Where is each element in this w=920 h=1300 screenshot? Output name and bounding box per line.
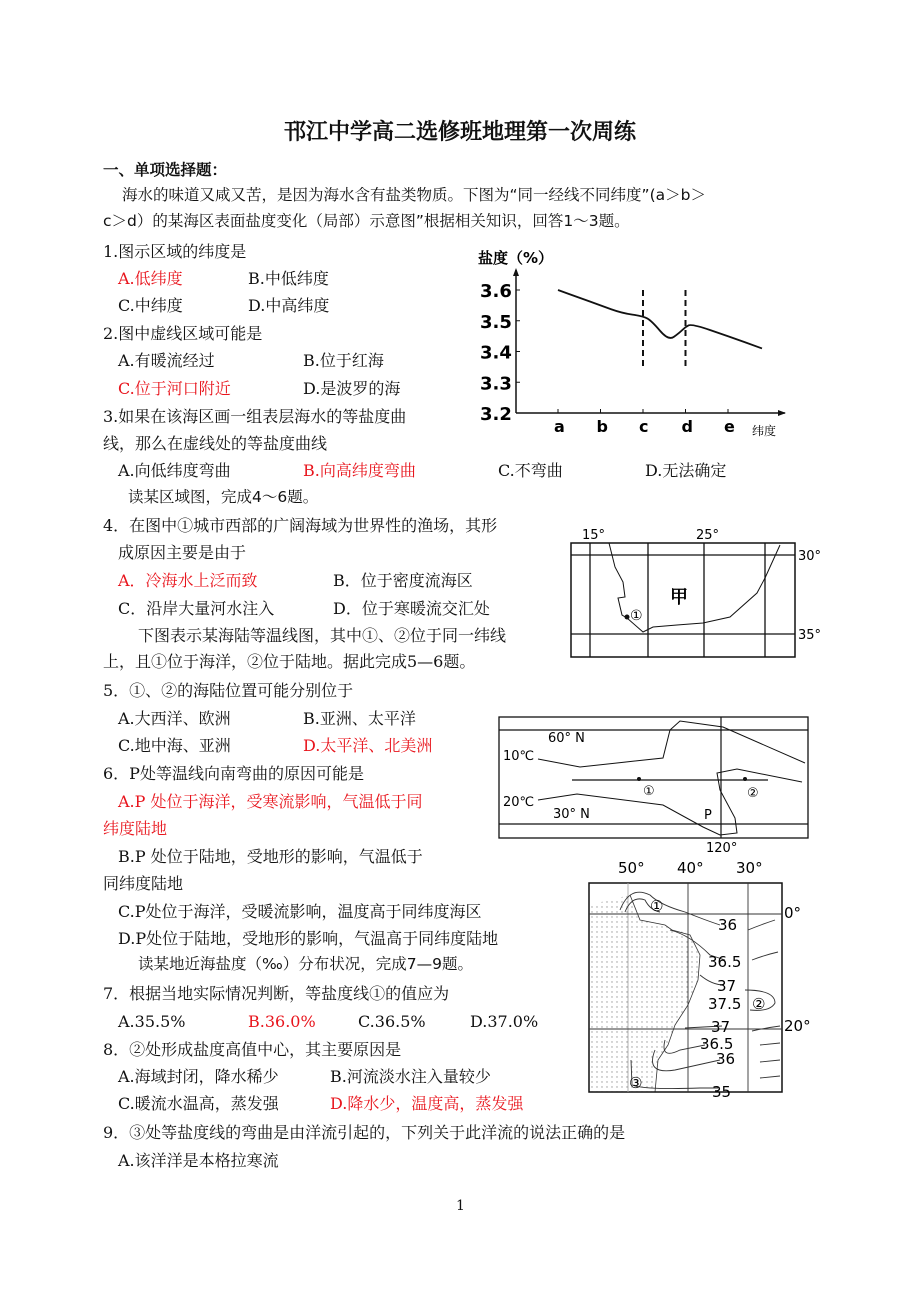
question-3-stem: 3.如果在该海区画一组表层海水的等盐度曲 <box>103 407 407 426</box>
contour-label: 37.5 <box>708 995 742 1013</box>
q8-option-d: D.降水少，温度高，蒸发强 <box>330 1094 524 1113</box>
q5-option-c: C.地中海、亚洲 <box>118 736 231 755</box>
lon-label: 40° <box>677 859 704 877</box>
contour-line <box>748 920 775 930</box>
q8-option-b: B.河流淡水注入量较少 <box>330 1067 491 1086</box>
contour-label: 36 <box>718 916 738 934</box>
point-label: ② <box>752 995 766 1013</box>
q5-option-b: B.亚洲、太平洋 <box>303 709 416 728</box>
contour-label: 37 <box>717 977 737 995</box>
question-5-stem: 5．①、②的海陆位置可能分别位于 <box>103 681 354 700</box>
lat-label: 20° <box>784 1017 811 1035</box>
reading-instruction: 上，且①位于海洋，②位于陆地。据此完成5—6题。 <box>103 652 476 671</box>
point-label: ① <box>643 784 655 799</box>
x-tick-label: c <box>639 417 649 436</box>
question-4-stem: 4．在图中①城市西部的广阔海域为世界性的渔场，其形 <box>103 516 498 535</box>
q6-option-b: B.P 处位于陆地，受地形的影响，气温低于 <box>118 847 423 866</box>
q7-option-a: A.35.5% <box>118 1012 186 1031</box>
page-title: 邗江中学高二选修班地理第一次周练 <box>283 120 636 145</box>
reading-instruction: 下图表示某海陆等温线图，其中①、②位于同一纬线 <box>138 626 507 645</box>
q6-option-b: 同纬度陆地 <box>103 874 184 893</box>
point-label: ③ <box>629 1074 643 1092</box>
x-tick-label: b <box>596 417 608 436</box>
point-label: ① <box>630 608 643 624</box>
lat-label: 30° <box>798 549 822 564</box>
intro-text: 海水的味道又咸又苦，是因为海水含有盐类物质。下图为“同一经线不同纬度”(a＞b＞ <box>122 186 706 204</box>
q4-option-b: B．位于密度流海区 <box>333 571 473 590</box>
contour-line <box>752 1026 780 1031</box>
question-9-stem: 9．③处等盐度线的弯曲是由洋流引起的，下列关于此洋流的说法正确的是 <box>103 1123 626 1142</box>
page-number: 1 <box>456 1198 465 1214</box>
lon-label: 30° <box>736 859 763 877</box>
x-tick-label: d <box>681 417 693 436</box>
y-tick-label: 3.3 <box>480 373 512 395</box>
contour-label: 36.5 <box>708 953 742 971</box>
q7-option-d: D.37.0% <box>470 1012 539 1031</box>
region-label: 甲 <box>670 587 688 608</box>
q8-option-a: A.海域封闭，降水稀少 <box>118 1067 279 1086</box>
y-tick-label: 3.4 <box>480 342 512 364</box>
y-tick-label: 3.2 <box>480 404 512 425</box>
q6-option-c: C.P处位于海洋，受暖流影响，温度高于同纬度海区 <box>118 902 482 921</box>
q3-option-b: B.向高纬度弯曲 <box>303 461 416 480</box>
isotherm-label: 10℃ <box>503 749 535 764</box>
y-tick-label: 3.6 <box>480 281 512 302</box>
q2-option-c: C.位于河口附近 <box>118 379 231 398</box>
y-axis-label: 盐度（%） <box>478 249 554 267</box>
reading-instruction: 读某区域图，完成4～6题。 <box>128 488 319 506</box>
question-8-stem: 8．②处形成盐度高值中心，其主要原因是 <box>103 1040 402 1059</box>
q1-option-a: A.低纬度 <box>118 269 183 288</box>
q1-option-d: D.中高纬度 <box>248 296 330 315</box>
lon-label: 25° <box>696 528 720 543</box>
lat-label: 35° <box>798 628 822 643</box>
q3-option-a: A.向低纬度弯曲 <box>118 461 231 480</box>
q5-option-d: D.太平洋、北美洲 <box>303 736 433 755</box>
contour-label: 37 <box>711 1018 731 1036</box>
q6-option-a: 纬度陆地 <box>103 819 168 838</box>
q2-option-a: A.有暖流经过 <box>118 351 215 370</box>
q2-option-d: D.是波罗的海 <box>303 379 401 398</box>
contour-label: 35 <box>712 1083 732 1101</box>
q6-option-d: D.P处位于陆地，受地形的影响，气温高于同纬度陆地 <box>118 929 499 948</box>
lon-label: 15° <box>582 528 606 543</box>
lon-label: 120° <box>706 841 738 856</box>
reading-instruction: 读某地近海盐度（‰）分布状况，完成7—9题。 <box>138 955 474 973</box>
q9-option-a: A.该洋洋是本格拉寒流 <box>118 1151 279 1170</box>
q4-option-a: A．冷海水上泛而致 <box>118 571 258 590</box>
question-6-stem: 6．P处等温线向南弯曲的原因可能是 <box>103 764 364 783</box>
intro-text: c＞d）的某海区表面盐度变化（局部）示意图”根据相关知识，回答1～3题。 <box>103 212 630 230</box>
q4-option-c: C．沿岸大量河水注入 <box>118 599 275 618</box>
point-label: ② <box>747 786 759 801</box>
q1-option-c: C.中纬度 <box>118 296 183 315</box>
contour-label: 36.5 <box>700 1035 734 1053</box>
x-tick-label: e <box>724 417 735 436</box>
q4-option-d: D．位于寒暖流交汇处 <box>333 599 490 618</box>
lon-label: 50° <box>618 859 645 877</box>
land-area <box>589 895 700 1092</box>
contour-line <box>664 1040 705 1053</box>
contour-label: 36 <box>716 1050 736 1068</box>
q6-option-a: A.P 处位于海洋，受寒流影响，气温低于同 <box>118 792 423 811</box>
section-heading: 一、单项选择题： <box>103 161 228 179</box>
contour-line <box>752 952 778 960</box>
q5-option-a: A.大西洋、欧洲 <box>118 709 231 728</box>
isotherm-label: 20℃ <box>503 795 535 810</box>
q1-option-b: B.中低纬度 <box>248 269 329 288</box>
lat-label: 0° <box>784 904 802 922</box>
x-axis-label: 纬度 <box>752 424 777 438</box>
q3-option-d: D.无法确定 <box>645 461 727 480</box>
point-label: ① <box>650 897 664 915</box>
lat-label: 30° N <box>553 807 590 822</box>
q2-option-b: B.位于红海 <box>303 351 384 370</box>
p-label: P <box>704 808 712 823</box>
q7-option-c: C.36.5% <box>358 1012 426 1031</box>
q7-option-b: B.36.0% <box>248 1012 316 1031</box>
q8-option-c: C.暖流水温高，蒸发强 <box>118 1094 279 1113</box>
contour-line <box>760 1043 780 1078</box>
lat-label: 60° N <box>548 731 585 746</box>
question-3-stem: 线，那么在虚线处的等盐度曲线 <box>103 434 328 453</box>
question-1-stem: 1.图示区域的纬度是 <box>103 242 247 261</box>
question-2-stem: 2.图中虚线区域可能是 <box>103 324 263 343</box>
y-tick-label: 3.5 <box>480 311 512 333</box>
question-4-stem: 成原因主要是由于 <box>118 543 247 562</box>
q3-option-c: C.不弯曲 <box>498 461 563 480</box>
question-7-stem: 7．根据当地实际情况判断，等盐度线①的值应为 <box>103 984 450 1003</box>
x-tick-label: a <box>554 417 565 436</box>
